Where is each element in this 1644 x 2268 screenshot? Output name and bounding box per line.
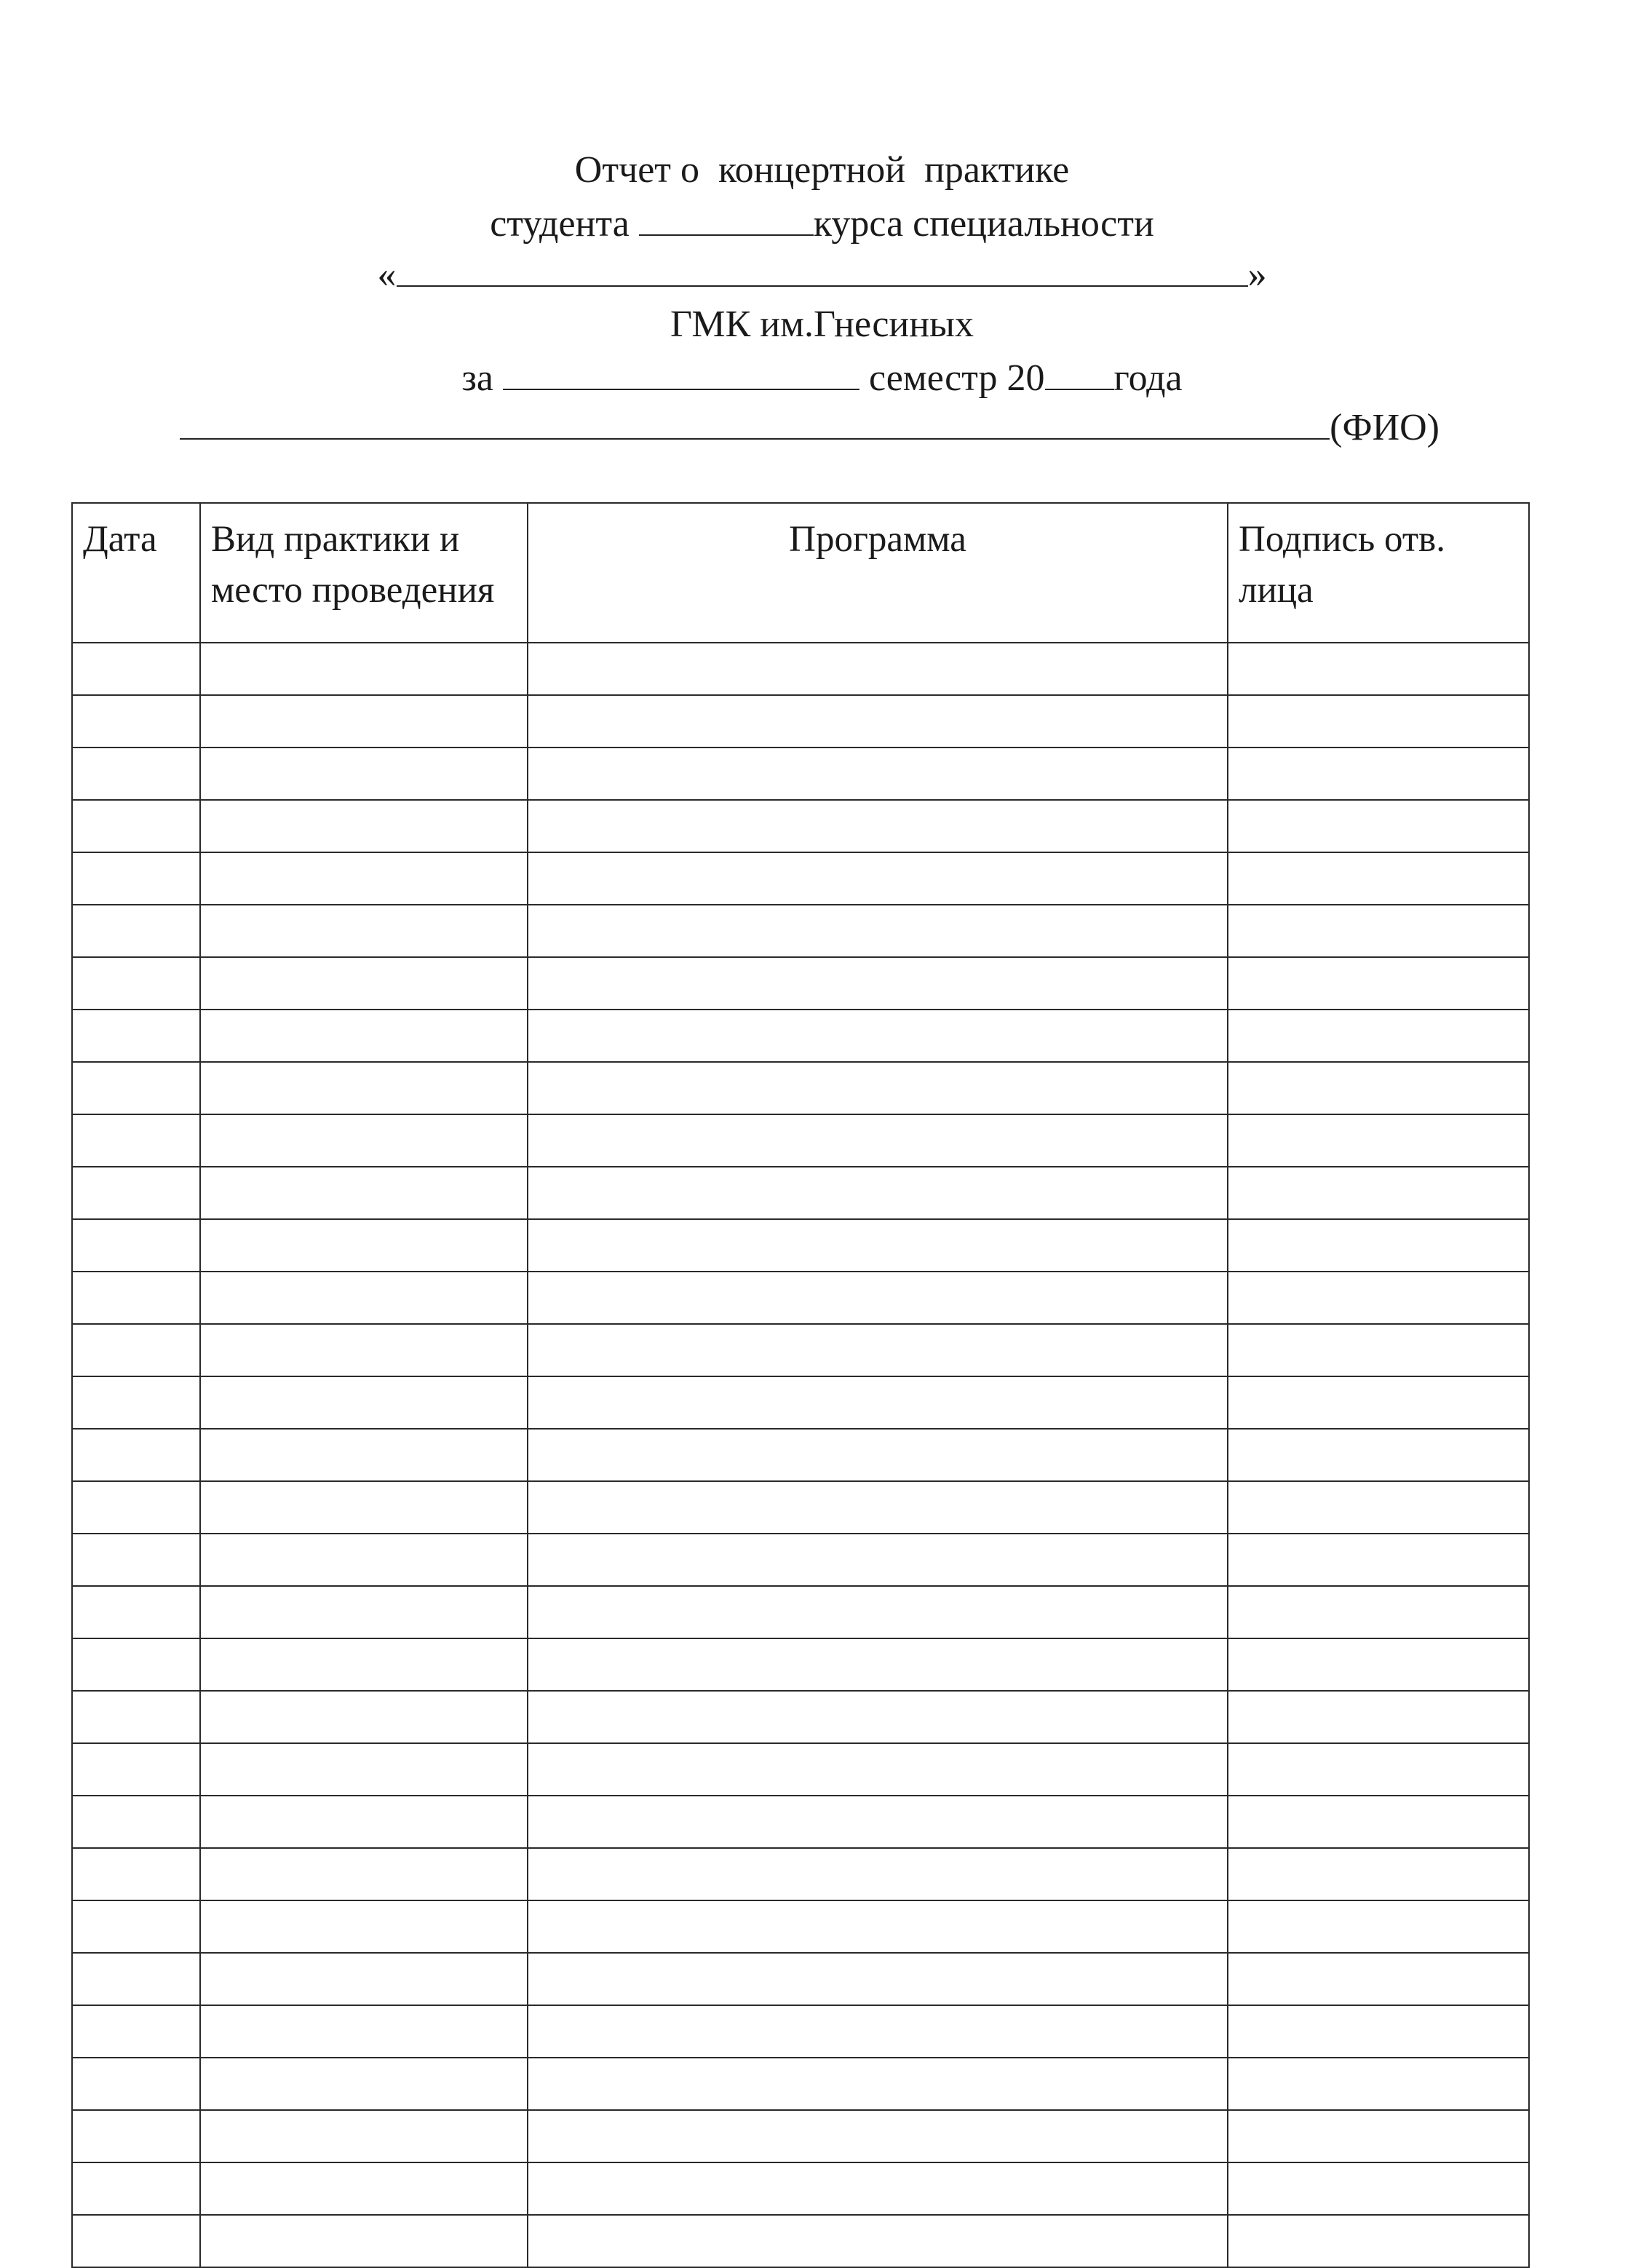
cell-kind — [200, 1900, 528, 1953]
cell-kind — [200, 1324, 528, 1376]
cell-kind — [200, 1010, 528, 1062]
course-suffix: курса специальности — [813, 203, 1154, 245]
semester-blank — [503, 357, 859, 390]
cell-kind — [200, 1586, 528, 1638]
table-row — [72, 1219, 1529, 1272]
cell-date — [72, 1638, 200, 1691]
cell-signature — [1228, 1010, 1529, 1062]
cell-program — [528, 1638, 1228, 1691]
cell-program — [528, 643, 1228, 695]
cell-kind — [200, 1691, 528, 1743]
cell-signature — [1228, 748, 1529, 800]
table-row — [72, 2215, 1529, 2267]
cell-kind — [200, 1062, 528, 1114]
cell-program — [528, 1114, 1228, 1167]
fio-label: (ФИО) — [1330, 407, 1440, 448]
report-title: Отчет о концертной практике — [574, 149, 1070, 191]
cell-kind — [200, 1376, 528, 1429]
cell-date — [72, 1376, 200, 1429]
cell-signature — [1228, 695, 1529, 748]
cell-signature — [1228, 2110, 1529, 2162]
cell-signature — [1228, 957, 1529, 1010]
cell-program — [528, 2058, 1228, 2110]
cell-date — [72, 2110, 200, 2162]
cell-signature — [1228, 800, 1529, 852]
cell-program — [528, 2215, 1228, 2267]
cell-date — [72, 1429, 200, 1481]
cell-date — [72, 1953, 200, 2005]
cell-date — [72, 748, 200, 800]
cell-signature — [1228, 1376, 1529, 1429]
practice-table — [71, 502, 1530, 2268]
cell-kind — [200, 1743, 528, 1796]
cell-signature — [1228, 1638, 1529, 1691]
table-header-row — [72, 503, 1529, 643]
cell-kind — [200, 695, 528, 748]
cell-kind — [200, 2162, 528, 2215]
table-row — [72, 800, 1529, 852]
cell-signature — [1228, 1167, 1529, 1219]
cell-kind — [200, 2005, 528, 2058]
cell-date — [72, 1010, 200, 1062]
cell-signature — [1228, 1429, 1529, 1481]
table-row — [72, 1743, 1529, 1796]
cell-signature — [1228, 852, 1529, 905]
semester-line — [0, 357, 1644, 397]
cell-kind — [200, 1429, 528, 1481]
cell-date — [72, 1324, 200, 1376]
cell-program — [528, 1429, 1228, 1481]
cell-program — [528, 1953, 1228, 2005]
cell-program — [528, 1010, 1228, 1062]
course-blank — [639, 202, 814, 236]
header-signature: Подпись отв. лица — [1228, 503, 1529, 643]
table-row — [72, 1586, 1529, 1638]
cell-signature — [1228, 2215, 1529, 2267]
cell-program — [528, 905, 1228, 957]
table-row — [72, 1534, 1529, 1586]
cell-signature — [1228, 1743, 1529, 1796]
year-word: года — [1113, 357, 1183, 399]
table-row — [72, 2110, 1529, 2162]
table-row — [72, 1953, 1529, 2005]
header-kind: Вид практики и место проведения — [200, 503, 528, 643]
cell-kind — [200, 905, 528, 957]
table-body — [72, 643, 1529, 2267]
table-row — [72, 1376, 1529, 1429]
year-blank — [1045, 357, 1114, 390]
cell-program — [528, 695, 1228, 748]
semester-word: семестр 20 — [869, 357, 1045, 399]
cell-date — [72, 2005, 200, 2058]
fio-line — [159, 406, 1440, 447]
cell-kind — [200, 1796, 528, 1848]
cell-date — [72, 2162, 200, 2215]
cell-kind — [200, 957, 528, 1010]
student-prefix: студента — [490, 203, 630, 245]
cell-date — [72, 2215, 200, 2267]
cell-signature — [1228, 1481, 1529, 1534]
cell-kind — [200, 2215, 528, 2267]
cell-program — [528, 1534, 1228, 1586]
cell-date — [72, 1586, 200, 1638]
cell-date — [72, 905, 200, 957]
cell-signature — [1228, 2058, 1529, 2110]
cell-signature — [1228, 1272, 1529, 1324]
cell-date — [72, 852, 200, 905]
table-row — [72, 1429, 1529, 1481]
cell-kind — [200, 1114, 528, 1167]
table-row — [72, 1691, 1529, 1743]
cell-date — [72, 1691, 200, 1743]
table-row — [72, 2058, 1529, 2110]
cell-signature — [1228, 1114, 1529, 1167]
cell-kind — [200, 800, 528, 852]
cell-date — [72, 1062, 200, 1114]
specialty-line — [0, 253, 1644, 294]
cell-kind — [200, 2110, 528, 2162]
table-row — [72, 1167, 1529, 1219]
quote-close: » — [1247, 254, 1267, 296]
cell-signature — [1228, 1219, 1529, 1272]
cell-signature — [1228, 905, 1529, 957]
cell-kind — [200, 1167, 528, 1219]
table-row — [72, 1324, 1529, 1376]
cell-program — [528, 748, 1228, 800]
cell-signature — [1228, 1534, 1529, 1586]
for-word: за — [461, 357, 494, 399]
cell-program — [528, 1848, 1228, 1900]
table-row — [72, 1272, 1529, 1324]
cell-kind — [200, 1534, 528, 1586]
cell-signature — [1228, 1324, 1529, 1376]
cell-date — [72, 2058, 200, 2110]
cell-program — [528, 852, 1228, 905]
cell-kind — [200, 748, 528, 800]
cell-program — [528, 1743, 1228, 1796]
cell-date — [72, 1848, 200, 1900]
table-row — [72, 957, 1529, 1010]
cell-program — [528, 2162, 1228, 2215]
cell-date — [72, 1796, 200, 1848]
cell-program — [528, 2005, 1228, 2058]
cell-kind — [200, 852, 528, 905]
cell-date — [72, 1114, 200, 1167]
cell-date — [72, 1272, 200, 1324]
cell-program — [528, 2110, 1228, 2162]
table-row — [72, 643, 1529, 695]
header-date: Дата — [72, 503, 200, 643]
cell-program — [528, 1062, 1228, 1114]
cell-date — [72, 1900, 200, 1953]
cell-signature — [1228, 1586, 1529, 1638]
cell-kind — [200, 643, 528, 695]
cell-program — [528, 1796, 1228, 1848]
quote-open: « — [377, 254, 397, 296]
cell-date — [72, 643, 200, 695]
table-row — [72, 2162, 1529, 2215]
cell-date — [72, 1219, 200, 1272]
table-row — [72, 2005, 1529, 2058]
cell-date — [72, 1167, 200, 1219]
cell-signature — [1228, 1796, 1529, 1848]
cell-date — [72, 1481, 200, 1534]
header-program: Программа — [528, 503, 1228, 643]
cell-program — [528, 800, 1228, 852]
cell-program — [528, 1481, 1228, 1534]
cell-signature — [1228, 1062, 1529, 1114]
table-row — [72, 695, 1529, 748]
cell-program — [528, 1219, 1228, 1272]
table-row — [72, 1796, 1529, 1848]
fio-blank — [180, 406, 1330, 440]
cell-program — [528, 1272, 1228, 1324]
table-row — [72, 1114, 1529, 1167]
cell-program — [528, 1376, 1228, 1429]
cell-date — [72, 957, 200, 1010]
cell-program — [528, 1324, 1228, 1376]
cell-program — [528, 1167, 1228, 1219]
cell-signature — [1228, 1953, 1529, 2005]
cell-signature — [1228, 2005, 1529, 2058]
cell-signature — [1228, 643, 1529, 695]
cell-date — [72, 1534, 200, 1586]
cell-signature — [1228, 1848, 1529, 1900]
cell-signature — [1228, 1900, 1529, 1953]
cell-date — [72, 800, 200, 852]
cell-kind — [200, 1638, 528, 1691]
table-row — [72, 1481, 1529, 1534]
cell-date — [72, 695, 200, 748]
table-row — [72, 852, 1529, 905]
table-row — [72, 1900, 1529, 1953]
table-row — [72, 1010, 1529, 1062]
cell-signature — [1228, 2162, 1529, 2215]
cell-kind — [200, 1848, 528, 1900]
cell-program — [528, 1691, 1228, 1743]
cell-kind — [200, 1953, 528, 2005]
specialty-blank — [397, 253, 1248, 287]
cell-kind — [200, 1219, 528, 1272]
cell-date — [72, 1743, 200, 1796]
table-row — [72, 1848, 1529, 1900]
cell-signature — [1228, 1691, 1529, 1743]
cell-kind — [200, 1272, 528, 1324]
institution-name: ГМК им.Гнесиных — [670, 304, 974, 345]
student-course-line — [0, 202, 1644, 243]
table-row — [72, 1062, 1529, 1114]
table-row — [72, 748, 1529, 800]
cell-kind — [200, 2058, 528, 2110]
table-row — [72, 905, 1529, 957]
cell-program — [528, 1900, 1228, 1953]
cell-program — [528, 1586, 1228, 1638]
table-row — [72, 1638, 1529, 1691]
cell-kind — [200, 1481, 528, 1534]
cell-program — [528, 957, 1228, 1010]
